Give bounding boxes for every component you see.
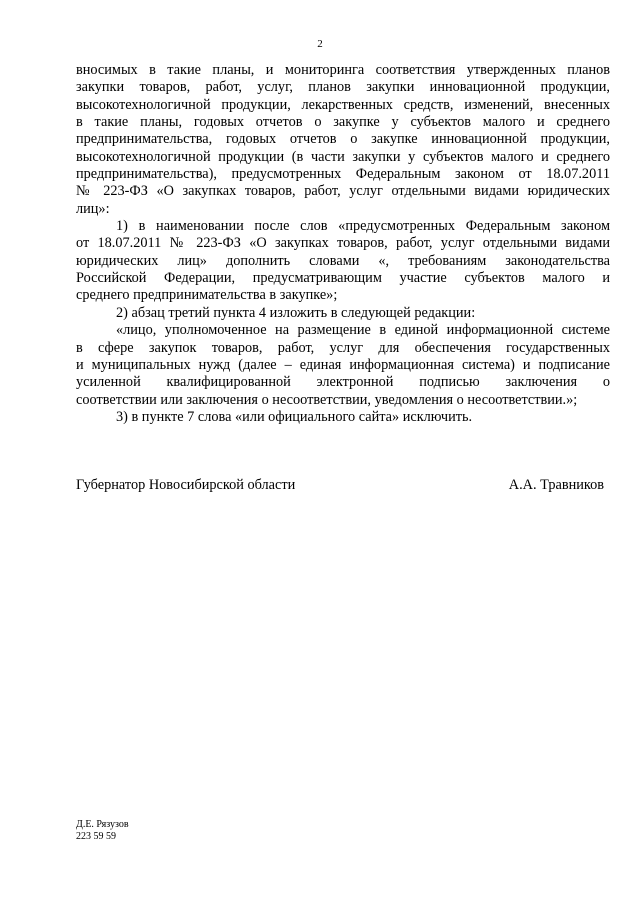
paragraph-line: 2) абзац третий пункта 4 изложить в следующей редакции: <box>116 304 476 321</box>
paragraph-line: 3) в пункте 7 слова «или официального сайта» исключить. <box>116 408 473 425</box>
paragraph <box>76 409 610 426</box>
paragraph-line: Российской Федерации, предусматривающим участие субъектов малого и <box>76 270 610 287</box>
paragraph-line: юридических лиц» дополнить словами «, требованиям законодательства <box>76 252 610 269</box>
paragraph-line: в сфере закупок товаров, работ, услуг для обеспечения государственных <box>76 339 610 356</box>
paragraph-line: 1) в наименовании после слов «предусмотренных Федеральным законом <box>116 218 610 235</box>
executor-phone: 223 59 59 <box>76 831 116 842</box>
paragraph-line: «лицо, уполномоченное на размещение в единой информационной системе <box>116 322 610 339</box>
document-body <box>76 62 610 426</box>
paragraph-line: закупки товаров, работ, услуг, планов закупки инновационной продукции, <box>76 79 610 96</box>
paragraph <box>76 62 610 218</box>
page-number: 2 <box>317 38 323 50</box>
paragraph-line: предпринимательства, годовых отчетов о закупке инновационной продукции, <box>76 131 610 148</box>
signatory-position: Губернатор Новосибирской области <box>76 477 296 493</box>
paragraph-line: лиц»: <box>76 200 110 217</box>
paragraph-line: вносимых в такие планы, и мониторинга соответствия утвержденных планов <box>76 62 610 78</box>
executor-block <box>76 819 129 843</box>
paragraph-line: усиленной квалифицированной электронной подписью заключения о <box>76 374 610 391</box>
paragraph-line: от 18.07.2011 № 223-ФЗ «О закупках товаров, работ, услуг отдельными видами <box>76 235 610 252</box>
paragraph-line: № 223-ФЗ «О закупках товаров, работ, услуг отдельными видами юридических <box>76 183 610 200</box>
paragraph-line: в такие планы, годовых отчетов о закупке у субъектов малого и среднего <box>76 114 610 131</box>
paragraph-line: высокотехнологичной продукции, лекарственных средств, изменений, внесенных <box>76 96 610 113</box>
signatory-name: А.А. Травников <box>508 477 604 493</box>
paragraph-line: соответствии или заключения о несоответствии, уведомления о несоответствии.»; <box>76 391 578 408</box>
signature-block <box>76 476 610 494</box>
paragraph <box>76 322 610 409</box>
paragraph <box>76 218 610 305</box>
paragraph <box>76 305 610 322</box>
executor-name: Д.Е. Рязузов <box>76 819 129 830</box>
paragraph-line: предпринимательства), предусмотренных Федеральным законом от 18.07.2011 <box>76 166 610 183</box>
paragraph-line: высокотехнологичной продукции (в части закупки у субъектов малого и среднего <box>76 148 610 165</box>
paragraph-line: и муниципальных нужд (далее – единая информационная система) и подписание <box>76 356 610 373</box>
paragraph-line: среднего предпринимательства в закупке»; <box>76 287 338 304</box>
